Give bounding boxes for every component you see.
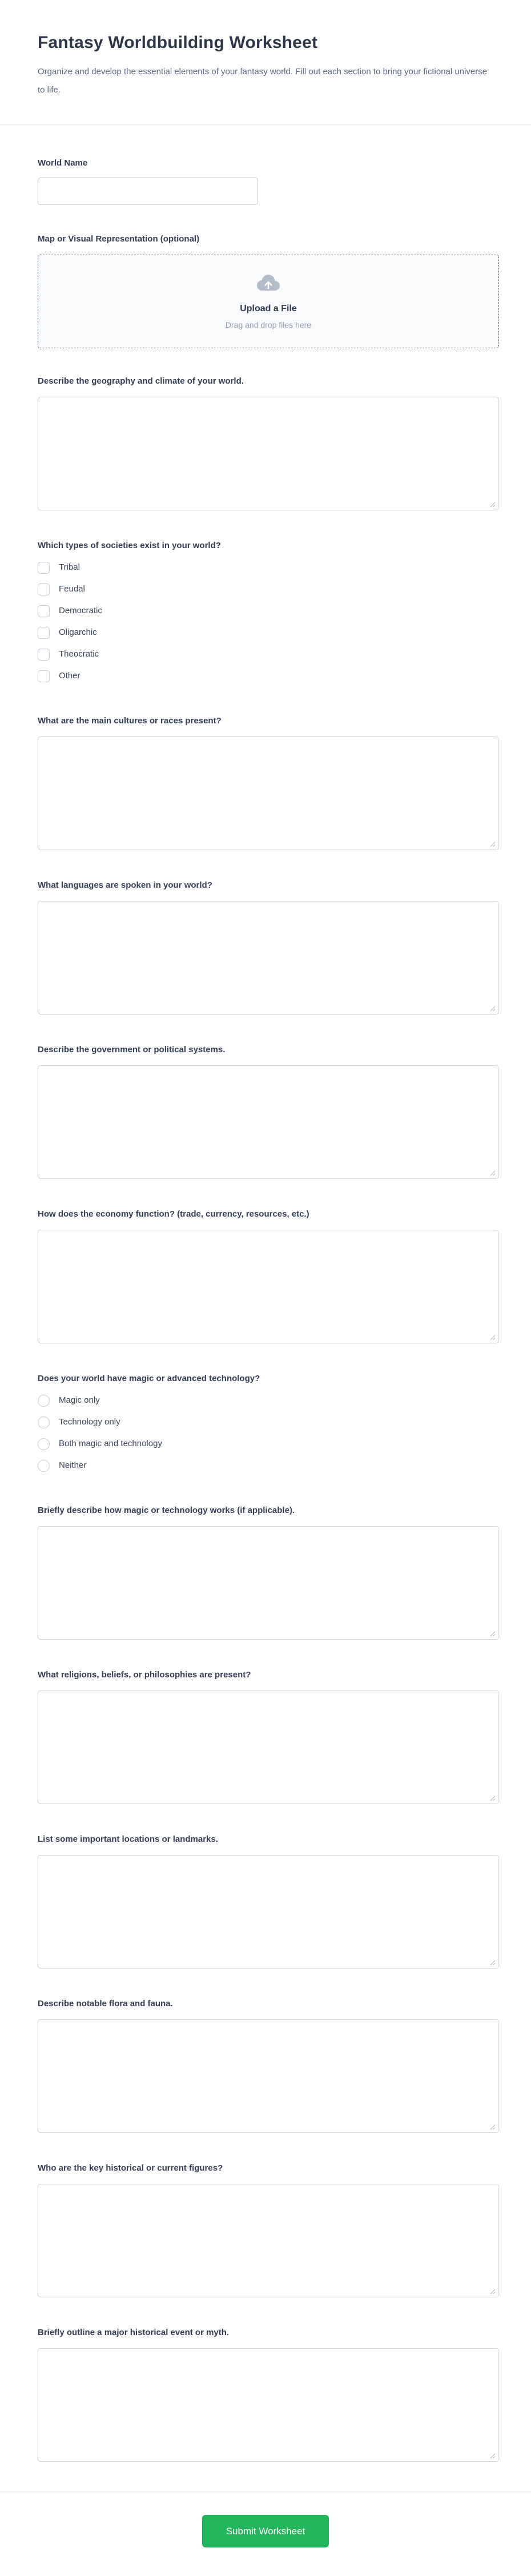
radio-magic-only[interactable]	[38, 1395, 50, 1407]
field-group-cultures	[38, 715, 499, 850]
checkbox-label[interactable]: Tribal	[59, 562, 80, 572]
field-group-societies	[38, 540, 499, 682]
field-group-magic-tech	[38, 1373, 499, 1472]
worksheet-form	[0, 125, 531, 2462]
world-name-input[interactable]	[38, 178, 258, 205]
radio-neither[interactable]	[38, 1460, 50, 1472]
key-figures-textarea[interactable]	[38, 2184, 499, 2297]
submit-worksheet-button[interactable]: Submit Worksheet	[202, 2515, 329, 2547]
cultures-races-textarea[interactable]	[38, 736, 499, 850]
checkbox-option-oligarchic	[38, 626, 499, 639]
field-group-historical-event	[38, 2327, 499, 2462]
checkbox-label[interactable]: Theocratic	[59, 649, 99, 659]
checkbox-label[interactable]: Oligarchic	[59, 627, 97, 637]
checkbox-option-feudal	[38, 583, 499, 595]
field-group-world-name	[38, 158, 499, 205]
checkbox-option-democratic	[38, 605, 499, 617]
field-group-religions	[38, 1669, 499, 1804]
field-group-geography	[38, 376, 499, 510]
radio-option-neither	[38, 1459, 499, 1472]
field-label: What languages are spoken in your world?	[38, 880, 212, 890]
checkbox-theocratic[interactable]	[38, 649, 50, 661]
field-label: Which types of societies exist in your world?	[38, 541, 221, 550]
checkbox-option-theocratic	[38, 648, 499, 661]
map-upload-dropzone[interactable]	[38, 255, 499, 348]
field-group-locations	[38, 1834, 499, 1969]
radio-technology-only[interactable]	[38, 1416, 50, 1428]
field-group-government	[38, 1044, 499, 1179]
field-group-economy	[38, 1209, 499, 1343]
flora-fauna-textarea[interactable]	[38, 2019, 499, 2133]
field-label: Describe the geography and climate of your world.	[38, 376, 244, 386]
field-label: Briefly outline a major historical event or myth.	[38, 2328, 230, 2337]
checkbox-other[interactable]	[38, 670, 50, 682]
religions-textarea[interactable]	[38, 1690, 499, 1804]
field-label: What are the main cultures or races present?	[38, 716, 222, 726]
field-label: Describe notable flora and fauna.	[38, 1999, 173, 2009]
languages-textarea[interactable]	[38, 901, 499, 1015]
field-label: What religions, beliefs, or philosophies are present?	[38, 1670, 251, 1680]
checkbox-democratic[interactable]	[38, 605, 50, 617]
radio-option-technology-only	[38, 1416, 499, 1428]
checkbox-label[interactable]: Other	[59, 671, 81, 681]
page-header	[0, 0, 531, 99]
field-label: How does the economy function? (trade, currency, resources, etc.)	[38, 1209, 309, 1219]
checkbox-feudal[interactable]	[38, 583, 50, 595]
checkbox-option-tribal	[38, 561, 499, 574]
locations-textarea[interactable]	[38, 1855, 499, 1969]
checkbox-label[interactable]: Democratic	[59, 606, 102, 615]
field-label: Describe the government or political systems.	[38, 1045, 226, 1054]
radio-label[interactable]: Technology only	[59, 1417, 120, 1427]
checkbox-oligarchic[interactable]	[38, 627, 50, 639]
radio-label[interactable]: Magic only	[59, 1395, 100, 1405]
radio-label[interactable]: Neither	[59, 1460, 87, 1470]
field-label: Does your world have magic or advanced technology?	[38, 1374, 260, 1383]
upload-hint: Drag and drop files here	[225, 320, 312, 329]
radio-option-both	[38, 1438, 499, 1450]
cloud-upload-icon	[255, 273, 281, 295]
radio-both-magic-technology[interactable]	[38, 1438, 50, 1450]
checkbox-tribal[interactable]	[38, 562, 50, 574]
economy-textarea[interactable]	[38, 1230, 499, 1343]
field-label: Map or Visual Representation (optional)	[38, 234, 200, 244]
upload-title: Upload a File	[240, 304, 297, 313]
form-footer	[0, 2492, 531, 2576]
historical-event-textarea[interactable]	[38, 2348, 499, 2462]
field-group-languages	[38, 880, 499, 1015]
radio-label[interactable]: Both magic and technology	[59, 1439, 162, 1448]
field-label: Who are the key historical or current figures?	[38, 2163, 223, 2173]
field-label: Briefly describe how magic or technology works (if applicable).	[38, 1506, 295, 1515]
field-group-magic-description	[38, 1505, 499, 1640]
field-group-key-figures	[38, 2163, 499, 2297]
radio-option-magic-only	[38, 1394, 499, 1407]
field-group-map-upload	[38, 234, 499, 348]
government-textarea[interactable]	[38, 1065, 499, 1179]
field-group-flora-fauna	[38, 1998, 499, 2133]
checkbox-label[interactable]: Feudal	[59, 584, 85, 594]
magic-tech-description-textarea[interactable]	[38, 1526, 499, 1640]
field-label: World Name	[38, 158, 88, 168]
geography-climate-textarea[interactable]	[38, 397, 499, 510]
page-subtitle: Organize and develop the essential elements of your fantasy world. Fill out each section to bring your fictional universe to life.	[38, 67, 488, 95]
page-title: Fantasy Worldbuilding Worksheet	[38, 33, 318, 52]
checkbox-option-other	[38, 670, 499, 682]
field-label: List some important locations or landmarks.	[38, 1834, 218, 1844]
